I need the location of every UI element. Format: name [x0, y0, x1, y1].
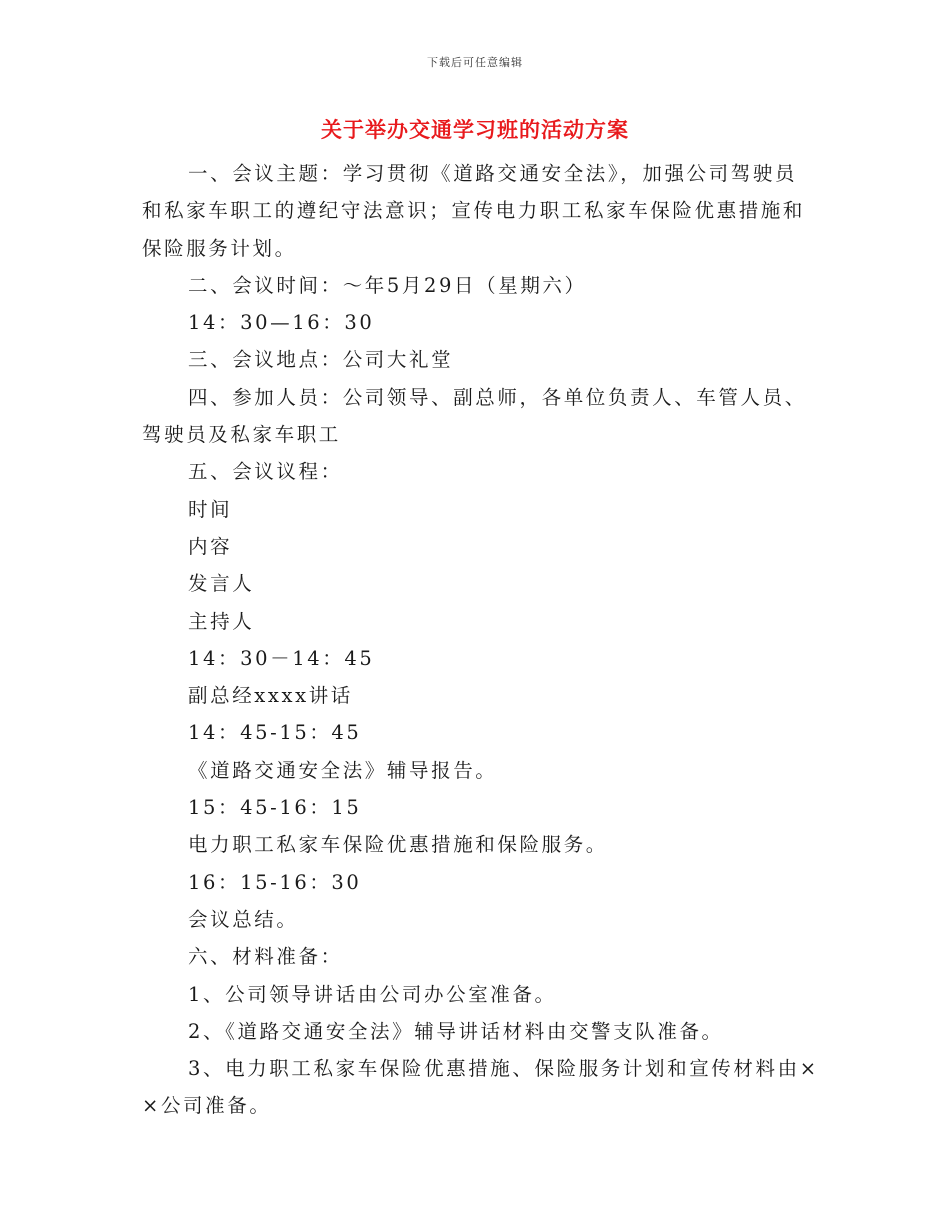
agenda-header-host: 主持人 [188, 609, 255, 633]
agenda-item-4-time: 16：15-16：30 [188, 870, 362, 894]
document-body [142, 155, 819, 1125]
section-6-materials-heading: 六、材料准备： [188, 945, 343, 969]
agenda-header-speaker: 发言人 [188, 572, 255, 596]
section-5-agenda-heading: 五、会议议程： [188, 460, 343, 484]
header-note: 下载后可任意编辑 [427, 56, 523, 69]
section-1-theme-line-3: 保险服务计划。 [142, 236, 297, 260]
document-title: 关于举办交通学习班的活动方案 [321, 118, 629, 142]
agenda-item-2-time: 14：45-15：45 [188, 721, 362, 745]
materials-item-1: 1、公司领导讲话由公司办公室准备。 [188, 982, 557, 1006]
agenda-item-2-content: 《道路交通安全法》辅导报告。 [188, 758, 498, 782]
agenda-item-3-time: 15：45-16：15 [188, 796, 362, 820]
agenda-item-1-time: 14：30－14：45 [188, 646, 375, 670]
agenda-item-3-content: 电力职工私家车保险优惠措施和保险服务。 [188, 833, 608, 857]
section-4-participants-line-1: 四、参加人员：公司领导、副总师，各单位负责人、车管人员、 [188, 385, 807, 409]
materials-item-3-line-1: 3、电力职工私家车保险优惠措施、保险服务计划和宣传材料由× [188, 1057, 819, 1081]
agenda-item-4-content: 会议总结。 [188, 907, 299, 931]
section-2-time: 二、会议时间：～年5月29日（星期六） [188, 273, 587, 297]
agenda-header-time: 时间 [188, 497, 233, 521]
section-3-location: 三、会议地点：公司大礼堂 [188, 348, 454, 372]
section-4-participants-line-2: 驾驶员及私家车职工 [142, 423, 341, 447]
agenda-header-content: 内容 [188, 534, 233, 558]
section-1-theme-line-2: 和私家车职工的遵纪守法意识；宣传电力职工私家车保险优惠措施和 [142, 199, 806, 223]
materials-item-2: 2、《道路交通安全法》辅导讲话材料由交警支队准备。 [188, 1019, 724, 1043]
section-1-theme-line-1: 一、会议主题：学习贯彻《道路交通安全法》，加强公司驾驶员 [188, 162, 798, 185]
section-2-time-range: 14：30—16：30 [188, 311, 375, 335]
materials-item-3-line-2: ×公司准备。 [142, 1094, 272, 1118]
agenda-item-1-content: 副总经xxxx讲话 [188, 684, 353, 708]
